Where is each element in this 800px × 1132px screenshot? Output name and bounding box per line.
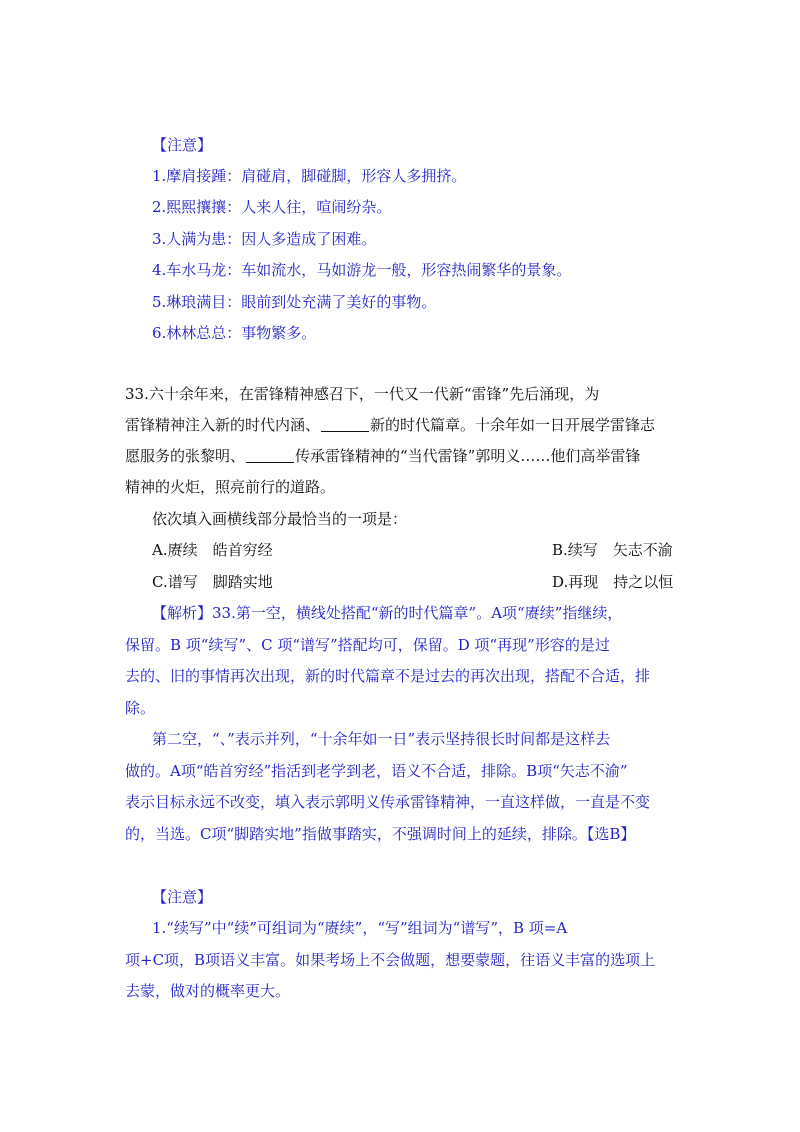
note2-line-3: 去蒙，做对的概率更大。 <box>125 982 291 1000</box>
question-line-4: 精神的火炬，照亮前行的道路。 <box>125 478 336 496</box>
blank-2 <box>246 447 294 463</box>
question-line-1: 33.六十余年来，在雷锋精神感召下，一代又一代新“雷锋”先后涌现，为 <box>125 385 600 403</box>
note-item-6: 6.林林总总：事物繁多。 <box>152 324 317 342</box>
question-prompt: 依次填入画横线部分最恰当的一项是： <box>152 510 408 528</box>
note-item-3: 3.人满为患：因人多造成了困难。 <box>152 230 377 248</box>
analysis-line-5: 第二空，“、”表示并列，“十余年如一日”表示坚持很长时间都是这样去 <box>152 730 611 748</box>
analysis-line-4: 除。 <box>125 699 156 717</box>
analysis-line-3: 去的、旧的事情再次出现，新的时代篇章不是过去的再次出现，搭配不合适，排 <box>125 667 651 685</box>
option-a: A.赓续 皓首穷经 <box>152 541 273 559</box>
analysis-line-6: 做的。A项“皓首穷经”指活到老学到老，语义不合适，排除。B项“矢志不渝” <box>125 762 628 780</box>
note-item-2: 2.熙熙攘攘：人来人往，喧闹纷杂。 <box>152 198 392 216</box>
analysis-line-8: 的，当选。C项“脚踏实地”指做事踏实，不强调时间上的延续，排除。【选B】 <box>125 825 636 843</box>
analysis-line-7: 表示目标永远不改变，填入表示郭明义传承雷锋精神，一直这样做，一直是不变 <box>125 793 651 811</box>
note-item-4: 4.车水马龙：车如流水，马如游龙一般，形容热闹繁华的景象。 <box>152 261 572 279</box>
note-heading-1: 【注意】 <box>152 136 213 154</box>
question-line-3 <box>125 446 640 466</box>
option-c: C.谱写 脚踏实地 <box>152 573 273 591</box>
options-row-1 <box>152 540 672 560</box>
question-line-2 <box>125 415 655 435</box>
analysis-line-2: 保留。B 项“续写”、C 项“谱写”搭配均可，保留。D 项“再现”形容的是过 <box>125 636 610 654</box>
note-item-5: 5.琳琅满目：眼前到处充满了美好的事物。 <box>152 293 437 311</box>
note-heading-2: 【注意】 <box>152 888 213 906</box>
option-d: D.再现 持之以恒 <box>552 573 674 591</box>
question-line-2-part-a: 雷锋精神注入新的时代内涵、 <box>125 416 321 434</box>
option-b: B.续写 矢志不渝 <box>552 541 673 559</box>
note2-line-1: 1.“续写”中“续”可组词为“赓续”，“写”组词为“谱写”，B 项=A <box>152 919 568 937</box>
options-row-2 <box>152 572 672 592</box>
note2-line-2: 项+C项，B项语义丰富。如果考场上不会做题，想要蒙题，往语义丰富的选项上 <box>125 951 656 969</box>
question-line-3-part-b: 传承雷锋精神的“当代雷锋”郭明义……他们高举雷锋 <box>295 447 641 465</box>
analysis-line-1: 【解析】33.第一空，横线处搭配“新的时代篇章”。A项“赓续”指继续， <box>152 604 623 622</box>
question-line-2-part-b: 新的时代篇章。十余年如一日开展学雷锋志 <box>370 416 656 434</box>
question-line-3-part-a: 愿服务的张黎明、 <box>125 447 246 465</box>
note-item-1: 1.摩肩接踵：肩碰肩，脚碰脚，形容人多拥挤。 <box>152 167 467 185</box>
blank-1 <box>321 416 369 432</box>
